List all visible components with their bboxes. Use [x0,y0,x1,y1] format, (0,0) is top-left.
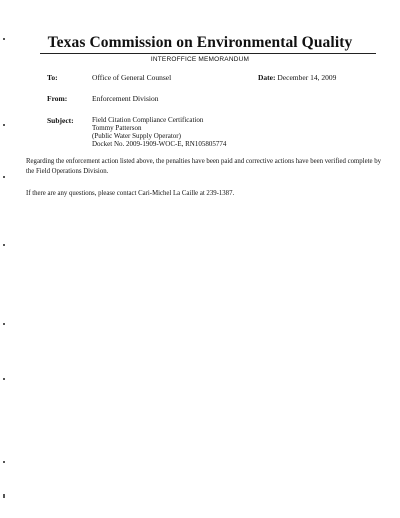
scan-mark [3,38,5,40]
date-value: December 14, 2009 [277,73,337,82]
to-label: To: [47,73,58,82]
date-label: Date: [258,73,276,82]
agency-title: Texas Commission on Environmental Quality [47,34,353,51]
body-paragraph-2: If there are any questions, please contact Cari-Michel La Caille at 239-1387. [26,190,235,197]
scan-mark [3,323,5,325]
scan-mark [3,244,5,246]
subject-block [92,116,226,148]
memo-type: INTEROFFICE MEMORANDUM [150,56,250,63]
from-label: From: [47,94,68,103]
subject-line: Field Citation Compliance Certification [92,116,204,124]
scan-mark [3,176,5,178]
title-rule [40,53,376,54]
body-paragraph-1: Regarding the enforcement action listed above, the penalties have been paid and corrective actions have been verified complete by the Field Operations Division. [26,158,381,175]
from-value: Enforcement Division [92,94,159,103]
date-line [258,73,336,82]
scan-mark [3,124,5,126]
to-value: Office of General Counsel [92,73,172,82]
scan-mark [3,461,5,463]
scan-mark [3,494,5,498]
scan-mark [3,378,5,380]
subject-line: Tommy Patterson [92,124,142,132]
subject-line: (Public Water Supply Operator) [92,132,181,140]
subject-label: Subject: [47,116,74,125]
subject-line: Docket No. 2009-1909-WOC-E, RN105805774 [92,140,227,148]
